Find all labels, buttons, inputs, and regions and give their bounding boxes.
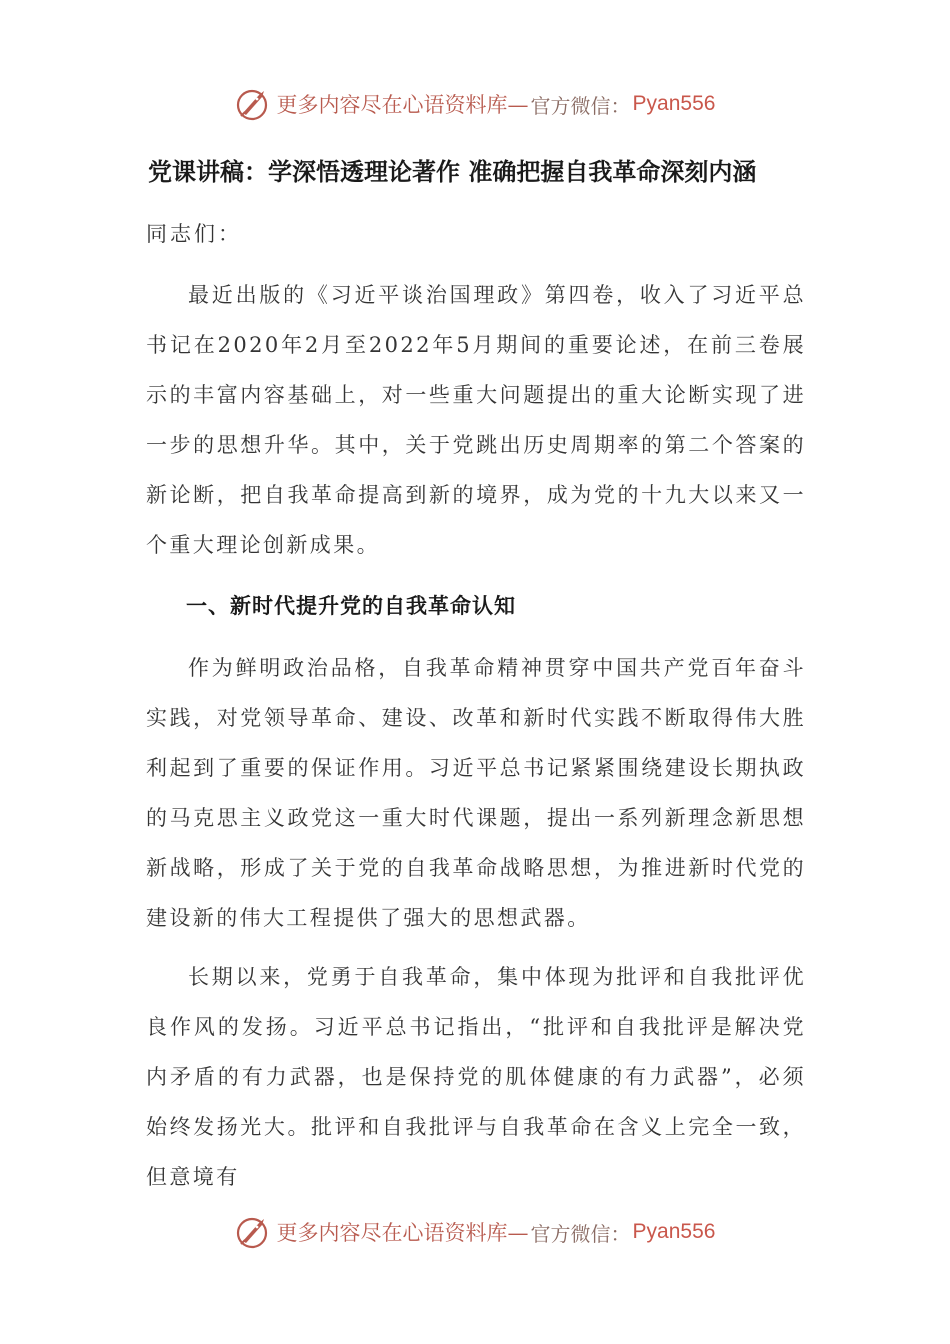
watermark-wechat-label: 官方微信：: [530, 93, 631, 118]
header-watermark: [0, 84, 950, 124]
watermark-wechat-id: Pyan556: [632, 1220, 716, 1243]
paragraph-self-revolution: 作为鲜明政治品格，自我革命精神贯穿中国共产党百年奋斗实践，对党领导革命、建设、改革和新时代实践不断取得伟大胜利起到了重要的保证作用。习近平总书记紧紧围绕建设长期执政的马克思主义政党这一重大时代课题，提出一系列新理念新思想新战略，形成了关于党的自我革命战略思想，为推进新时代党的建设新的伟大工程提供了强大的思想武器。: [146, 656, 806, 930]
watermark-wechat-label: 官方微信：: [530, 1221, 631, 1246]
footer-watermark: [0, 1212, 950, 1252]
section-heading: 一、新时代提升党的自我革命认知: [186, 594, 516, 618]
paragraph-criticism: 长期以来，党勇于自我革命，集中体现为批评和自我批评优良作风的发扬。习近平总书记指出，“批评和自我批评是解决党内矛盾的有力武器，也是保持党的肌体健康的有力武器”，必须始终发扬光大。批评和自我批评与自我革命在含义上完全一致，但意境有: [146, 965, 806, 1189]
watermark-wechat-id: Pyan556: [632, 92, 716, 115]
document-title: 党课讲稿：学深悟透理论著作 准确把握自我革命深刻内涵: [148, 158, 757, 186]
watermark-text: 更多内容尽在心语资料库—: [276, 1221, 529, 1245]
paragraph-intro: 最近出版的《习近平谈治国理政》第四卷，收入了习近平总书记在2020年2月至2022年5月期间的重要论述，在前三卷展示的丰富内容基础上，对一些重大问题提出的重大论断实现了进一步的思想升华。其中，关于党跳出历史周期率的第二个答案的新论断，把自我革命提高到新的境界，成为党的十九大以来又一个重大理论创新成果。: [146, 283, 806, 557]
watermark-text: 更多内容尽在心语资料库—: [276, 93, 529, 117]
fountain-pen-logo-icon: [235, 86, 271, 122]
fountain-pen-logo-icon: [235, 1214, 271, 1250]
greeting: 同志们：: [146, 222, 242, 246]
